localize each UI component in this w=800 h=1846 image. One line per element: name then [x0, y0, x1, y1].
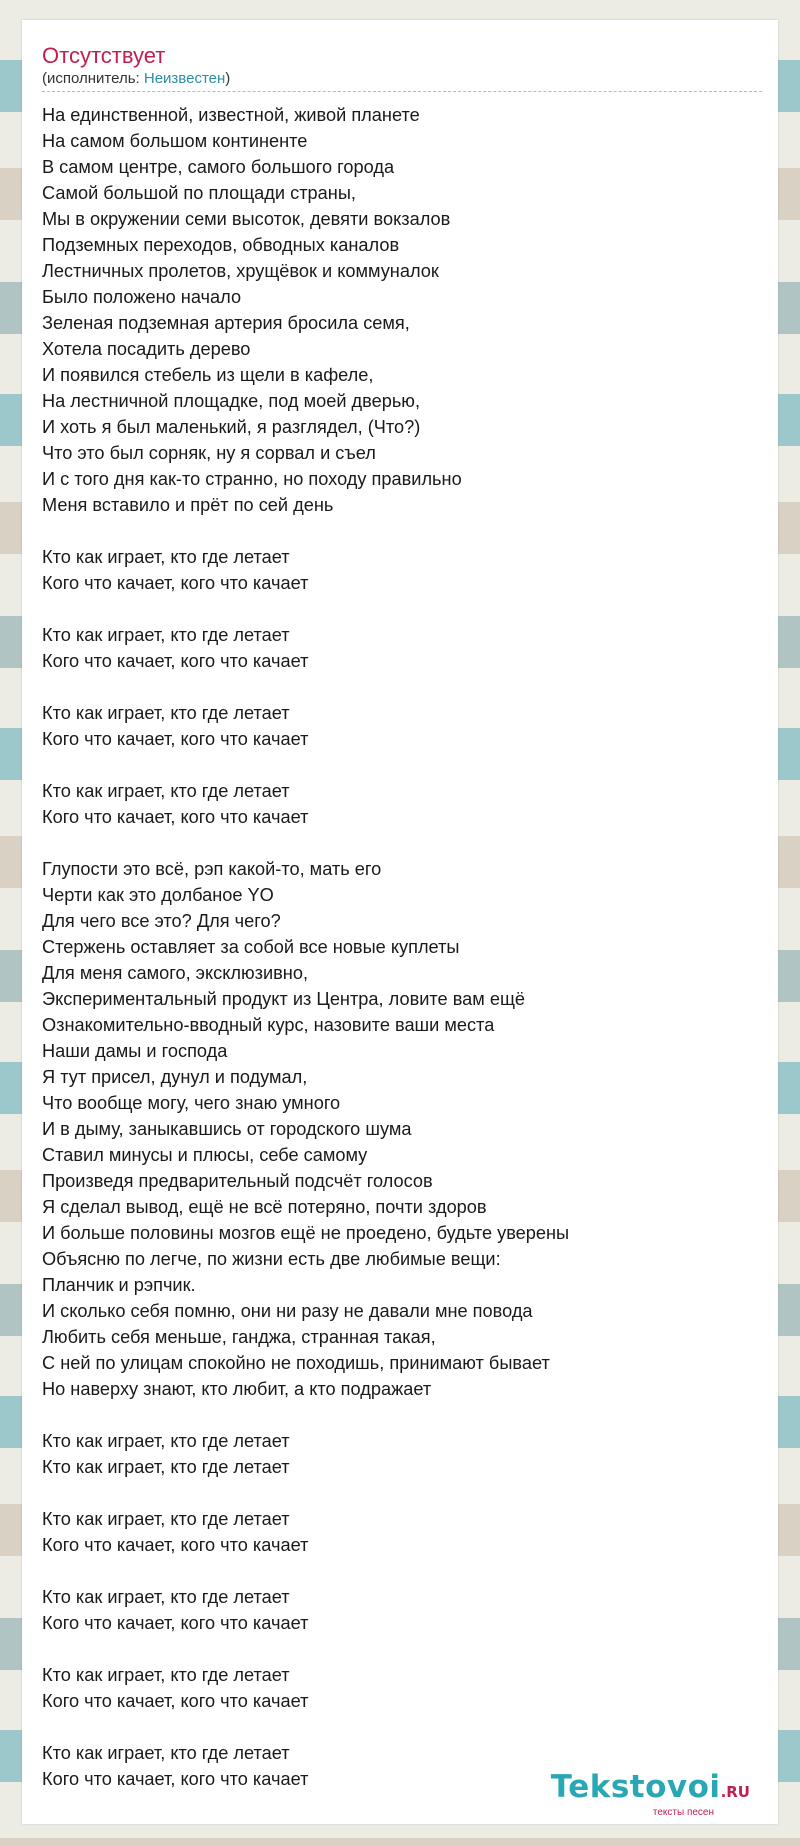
- lyric-line: Кто как играет, кто где летает: [42, 1665, 290, 1685]
- lyric-line: В самом центре, самого большого города: [42, 157, 395, 177]
- lyric-line: На самом большом континенте: [42, 131, 308, 151]
- lyric-line: Что вообще могу, чего знаю умного: [42, 1093, 341, 1113]
- site-logo[interactable]: [551, 1771, 750, 1818]
- blank-line: [42, 1558, 758, 1584]
- lyric-line: Кто как играет, кто где летает: [42, 547, 290, 567]
- artist-prefix: (исполнитель:: [42, 70, 144, 87]
- lyric-line: На единственной, известной, живой планете: [42, 105, 420, 125]
- lyric-line: Но наверху знают, кто любит, а кто подражает: [42, 1379, 432, 1399]
- lyric-line: Лестничных пролетов, хрущёвок и коммуналок: [42, 261, 439, 281]
- lyric-line: И сколько себя помню, они ни разу не давали мне повода: [42, 1301, 533, 1321]
- logo-tld: .RU: [720, 1783, 750, 1801]
- lyric-line: И с того дня как-то странно, но походу правильно: [42, 469, 462, 489]
- lyric-line: Объясню по легче, по жизни есть две любимые вещи:: [42, 1249, 501, 1269]
- blank-line: [42, 596, 758, 622]
- lyric-line: Экспериментальный продукт из Центра, ловите вам ещё: [42, 989, 526, 1009]
- lyric-line: Хотела посадить дерево: [42, 339, 251, 359]
- lyric-line: Я сделал вывод, ещё не всё потеряно, почти здоров: [42, 1197, 487, 1217]
- lyric-line: Кого что качает, кого что качает: [42, 573, 309, 593]
- lyric-line: Кого что качает, кого что качает: [42, 1613, 309, 1633]
- lyric-line: Было положено начало: [42, 287, 242, 307]
- lyric-line: Меня вставило и прёт по сей день: [42, 495, 334, 515]
- blank-line: [42, 830, 758, 856]
- lyric-line: Произведя предварительный подсчёт голосов: [42, 1171, 433, 1191]
- lyric-line: Зеленая подземная артерия бросила семя,: [42, 313, 410, 333]
- artist-link[interactable]: Неизвестен: [143, 70, 226, 87]
- lyric-line: Кого что качает, кого что качает: [42, 1691, 309, 1711]
- song-title: Отсутствует: [42, 43, 166, 68]
- lyric-line: Кто как играет, кто где летает: [42, 1587, 290, 1607]
- lyric-line: Кто как играет, кто где летает: [42, 625, 290, 645]
- lyric-line: Кто как играет, кто где летает: [42, 1431, 290, 1451]
- lyric-line: Что это был сорняк, ну я сорвал и съел: [42, 443, 376, 463]
- lyric-line: Для чего все это? Для чего?: [42, 911, 281, 931]
- lyrics-card: [22, 20, 778, 1824]
- artist-line: [42, 70, 758, 88]
- lyric-line: Ставил минусы и плюсы, себе самому: [42, 1145, 368, 1165]
- lyrics-text: [42, 102, 758, 1792]
- lyric-line: Кого что качает, кого что качает: [42, 729, 309, 749]
- lyric-line: Планчик и рэпчик.: [42, 1275, 196, 1295]
- lyric-line: Наши дамы и господа: [42, 1041, 228, 1061]
- lyric-line: С ней по улицам спокойно не походишь, принимают бывает: [42, 1353, 550, 1373]
- lyric-line: Кто как играет, кто где летает: [42, 1509, 290, 1529]
- blank-line: [42, 1636, 758, 1662]
- lyric-line: И больше половины мозгов ещё не проедено, будьте уверены: [42, 1223, 570, 1243]
- lyric-line: Кого что качает, кого что качает: [42, 1769, 309, 1789]
- logo-tagline: тексты песен: [652, 1807, 714, 1818]
- lyric-line: Кого что качает, кого что качает: [42, 807, 309, 827]
- blank-line: [42, 518, 758, 544]
- lyric-line: Глупости это всё, рэп какой-то, мать его: [42, 859, 382, 879]
- blank-line: [42, 674, 758, 700]
- blank-line: [42, 1402, 758, 1428]
- lyric-line: На лестничной площадке, под моей дверью,: [42, 391, 421, 411]
- blank-line: [42, 1714, 758, 1740]
- lyric-line: И хоть я был маленький, я разглядел, (Что?): [42, 417, 421, 437]
- title-divider: [42, 91, 762, 92]
- blank-line: [42, 1480, 758, 1506]
- lyric-line: Я тут присел, дунул и подумал,: [42, 1067, 308, 1087]
- lyric-line: Подземных переходов, обводных каналов: [42, 235, 400, 255]
- lyric-line: Кто как играет, кто где летает: [42, 1743, 290, 1763]
- lyric-line: Для меня самого, эксклюзивно,: [42, 963, 309, 983]
- lyric-line: Кто как играет, кто где летает: [42, 703, 290, 723]
- lyric-line: Кто как играет, кто где летает: [42, 1457, 290, 1477]
- lyric-line: И появился стебель из щели в кафеле,: [42, 365, 374, 385]
- lyric-line: Любить себя меньше, ганджа, странная такая,: [42, 1327, 436, 1347]
- lyric-line: Самой большой по площади страны,: [42, 183, 356, 203]
- lyric-line: Мы в окружении семи высоток, девяти вокзалов: [42, 209, 451, 229]
- logo-name: Tekstovoi: [550, 1769, 721, 1805]
- lyric-line: Кого что качает, кого что качает: [42, 1535, 309, 1555]
- lyric-line: Кого что качает, кого что качает: [42, 651, 309, 671]
- blank-line: [42, 752, 758, 778]
- lyric-line: Черти как это долбаное YO: [42, 885, 274, 905]
- logo-wordmark: [551, 1771, 750, 1808]
- lyric-line: Ознакомительно-вводный курс, назовите ваши места: [42, 1015, 495, 1035]
- lyric-line: И в дыму, заныкавшись от городского шума: [42, 1119, 412, 1139]
- lyric-line: Кто как играет, кто где летает: [42, 781, 290, 801]
- lyric-line: Стержень оставляет за собой все новые куплеты: [42, 937, 460, 957]
- artist-suffix: ): [225, 70, 231, 87]
